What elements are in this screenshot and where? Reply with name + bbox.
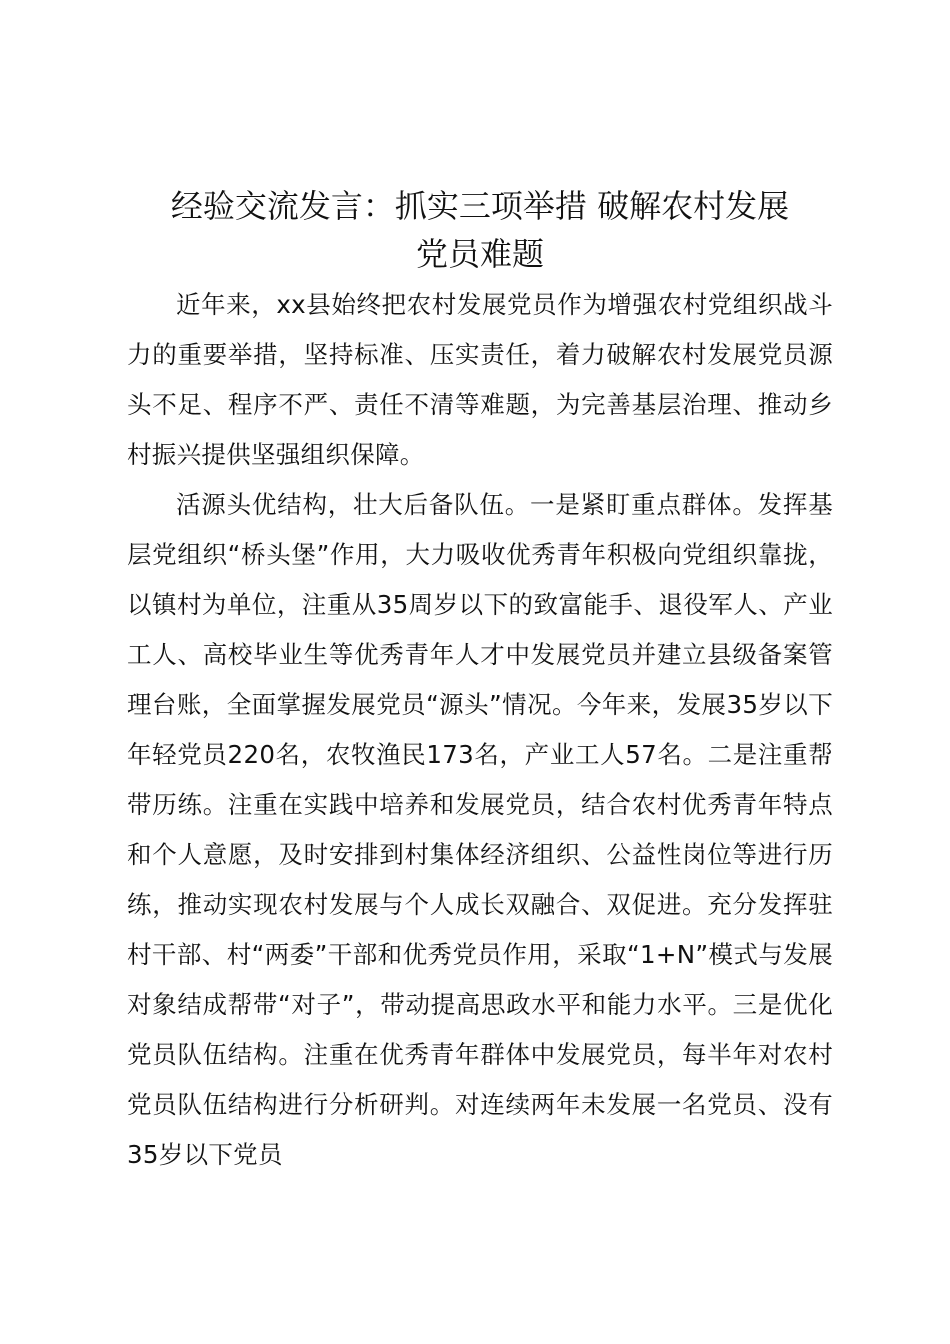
title-line-2: 党员难题 <box>415 235 544 273</box>
document-body <box>127 280 833 1180</box>
document-title <box>120 182 840 278</box>
paragraph-intro: 近年来，xx县始终把农村发展党员作为增强农村党组织战斗力的重要举措，坚持标准、压实责任，着力破解农村发展党员源头不足、程序不严、责任不清等难题，为完善基层治理、推动乡村振兴提供坚强组织保障。 <box>127 290 833 469</box>
paragraph-source-structure: 活源头优结构，壮大后备队伍。一是紧盯重点群体。发挥基层党组织“桥头堡”作用，大力吸收优秀青年积极向党组织靠拢，以镇村为单位，注重从35周岁以下的致富能手、退役军人、产业工人、高校毕业生等优秀青年人才中发展党员并建立县级备案管理台账，全面掌握发展党员“源头”情况。今年来，发展35岁以下年轻党员220名，农牧渔民173名，产业工人57名。二是注重帮带历练。注重在实践中培养和发展党员，结合农村优秀青年特点和个人意愿，及时安排到村集体经济组织、公益性岗位等进行历练，推动实现农村发展与个人成长双融合、双促进。充分发挥驻村干部、村“两委”干部和优秀党员作用，采取“1+N”模式与发展对象结成帮带“对子”，带动提高思政水平和能力水平。三是优化党员队伍结构。注重在优秀青年群体中发展党员，每半年对农村党员队伍结构进行分析研判。对连续两年未发展一名党员、没有35岁以下党员 <box>127 490 833 1169</box>
title-line-1: 经验交流发言：抓实三项举措 破解农村发展 <box>170 187 790 225</box>
